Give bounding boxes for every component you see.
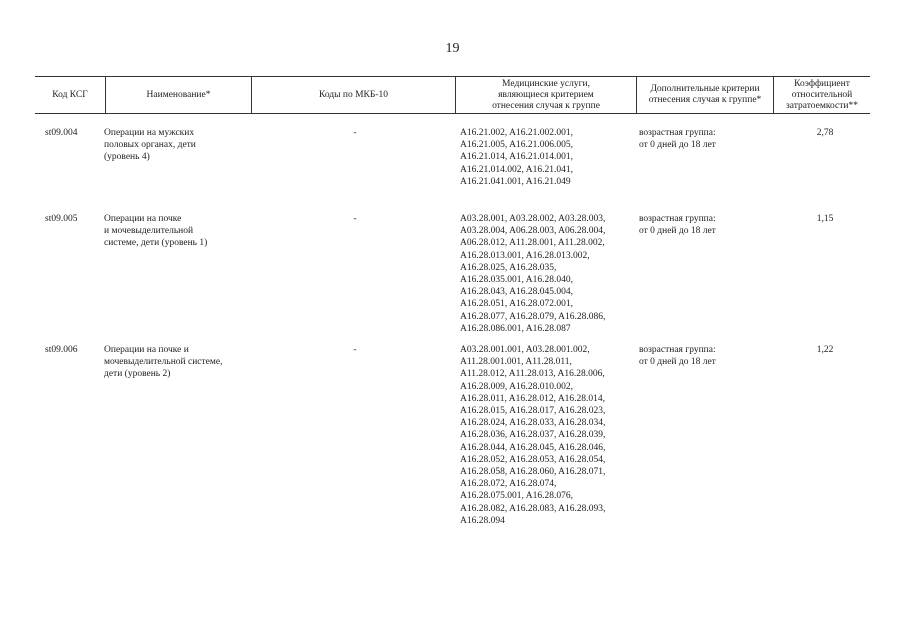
header-name: Наименование* xyxy=(105,77,251,113)
header-mkb: Коды по МКБ-10 xyxy=(251,77,455,113)
row-criteria: возрастная группа: от 0 дней до 18 лет xyxy=(639,214,716,237)
header-coefficient: Коэффициент относительной затратоемкости** xyxy=(773,77,870,113)
row-coefficient: 1,22 xyxy=(816,345,834,355)
header-code: Код КСГ xyxy=(52,89,88,100)
row-criteria: возрастная группа: от 0 дней до 18 лет xyxy=(639,128,716,151)
row-criteria: возрастная группа: от 0 дней до 18 лет xyxy=(639,345,716,368)
page-number: 19 xyxy=(445,41,460,56)
row-services: A16.21.002, A16.21.002.001, A16.21.005, A16.21.006.005, A16.21.014, A16.21.014.001, A16.21.014.002, A16.21.041, A16.21.041.001, A16.21.049 xyxy=(460,128,573,187)
row-code: st09.006 xyxy=(45,345,78,355)
header-services: Медицинские услуги, являющиеся критерием отнесения случая к группе xyxy=(455,77,636,113)
row-name: Операции на почке и мочевыделительной системе, дети (уровень 2) xyxy=(104,345,223,380)
row-name: Операции на мужских половых органах, дети (уровень 4) xyxy=(104,128,196,163)
row-mkb: - xyxy=(353,345,357,355)
table-header xyxy=(35,76,870,114)
row-code: st09.005 xyxy=(45,214,78,224)
row-services: A03.28.001, A03.28.002, A03.28.003, A03.28.004, A06.28.003, A06.28.004, A06.28.012, A11.28.001, A11.28.002, A16.28.013.001, A16.28.013.002, A16.28.025, A16.28.035, A16.28.035.001, A16.28.040, A16.28.043, A16.28.045.004, A16.28.051, A16.28.072.001, A16.28.077, A16.28.079, A16.28.086, A16.28.086.001, A16.28.087 xyxy=(460,214,606,334)
row-mkb: - xyxy=(353,214,357,224)
row-name: Операции на почке и мочевыделительной системе, дети (уровень 1) xyxy=(104,214,208,249)
row-code: st09.004 xyxy=(45,128,78,138)
row-mkb: - xyxy=(353,128,357,138)
ksg-table xyxy=(35,76,870,526)
row-coefficient: 1,15 xyxy=(816,214,834,224)
row-coefficient: 2,78 xyxy=(816,128,834,138)
row-services: A03.28.001.001, A03.28.001.002, A11.28.001.001, A11.28.011, A11.28.012, A11.28.013, A16.28.006, A16.28.009, A16.28.010.002, A16.28.011, A16.28.012, A16.28.014, A16.28.015, A16.28.017, A16.28.023, A16.28.024, A16.28.033, A16.28.034, A16.28.036, A16.28.037, A16.28.039, A16.28.044, A16.28.045, A16.28.046, A16.28.052, A16.28.053, A16.28.054, A16.28.058, A16.28.060, A16.28.071, A16.28.072, A16.28.074, A16.28.075.001, A16.28.076, A16.28.082, A16.28.083, A16.28.093, A16.28.094 xyxy=(460,345,606,526)
header-criteria: Дополнительные критерии отнесения случая к группе* xyxy=(636,77,773,113)
